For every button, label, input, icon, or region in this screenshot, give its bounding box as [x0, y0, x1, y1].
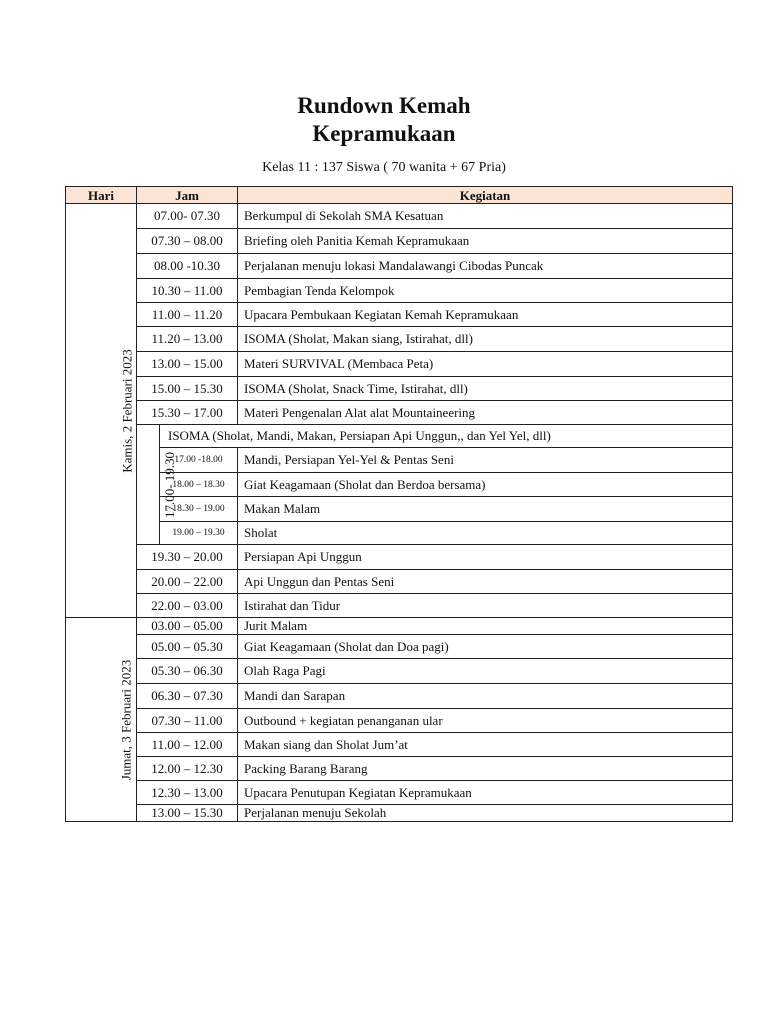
kegiatan-cell: Materi Pengenalan Alat alat Mountaineering: [238, 401, 733, 425]
table-row: [66, 635, 733, 659]
block-time-label-text: 17.00- 19.30: [162, 451, 178, 518]
table-row: [66, 327, 733, 352]
kegiatan-cell: Mandi, Persiapan Yel-Yel & Pentas Seni: [238, 448, 733, 473]
kegiatan-cell: Sholat: [238, 522, 733, 545]
class-summary: Kelas 11 : 137 Siswa ( 70 wanita + 67 Pria): [262, 160, 506, 175]
table-row: [66, 594, 733, 618]
kegiatan-cell: Istirahat dan Tidur: [238, 594, 733, 618]
kegiatan-cell: Giat Keagamaan (Sholat dan Berdoa bersama): [238, 473, 733, 497]
table-row: [66, 570, 733, 594]
jam-cell: 15.30 – 17.00: [137, 401, 238, 425]
table-row: [66, 781, 733, 805]
kegiatan-cell: Makan siang dan Sholat Jum’at: [238, 733, 733, 757]
kegiatan-cell: Olah Raga Pagi: [238, 659, 733, 684]
jam-cell: 19.30 – 20.00: [137, 545, 238, 570]
kegiatan-cell: Makan Malam: [238, 497, 733, 522]
jam-cell: 13.00 – 15.30: [137, 805, 238, 822]
table-row: [66, 733, 733, 757]
jam-cell: 05.30 – 06.30: [137, 659, 238, 684]
kegiatan-cell: Packing Barang Barang: [238, 757, 733, 781]
header-jam: Jam: [137, 187, 238, 204]
title-line-1: Rundown Kemah: [297, 93, 471, 118]
rundown-table: [65, 186, 733, 822]
kegiatan-cell: Pembagian Tenda Kelompok: [238, 279, 733, 303]
kegiatan-cell: ISOMA (Sholat, Snack Time, Istirahat, dll): [238, 377, 733, 401]
kegiatan-cell: Perjalanan menuju Sekolah: [238, 805, 733, 822]
day2-label-text: Jumat, 3 Februari 2023: [118, 659, 134, 780]
table-row: [66, 229, 733, 254]
jam-cell: 22.00 – 03.00: [137, 594, 238, 618]
table-body: [66, 204, 733, 822]
table-row: [66, 709, 733, 733]
jam-cell: 07.00- 07.30: [137, 204, 238, 229]
day1-label-text: Kamis, 2 Februari 2023: [119, 348, 135, 473]
jam-cell: 11.20 – 13.00: [137, 327, 238, 352]
jam-cell: 10.30 – 11.00: [137, 279, 238, 303]
day-label-kamis: [66, 204, 137, 618]
jam-cell: 06.30 – 07.30: [137, 684, 238, 709]
table-row: [66, 377, 733, 401]
table-row: [66, 757, 733, 781]
jam-cell: 19.00 – 19.30: [160, 522, 238, 545]
jam-cell: 15.00 – 15.30: [137, 377, 238, 401]
table-row: [66, 618, 733, 635]
jam-cell: 07.30 – 11.00: [137, 709, 238, 733]
header-kegiatan: Kegiatan: [238, 187, 733, 204]
table-row: [66, 545, 733, 570]
kegiatan-cell: Giat Keagamaan (Sholat dan Doa pagi): [238, 635, 733, 659]
jam-cell: 11.00 – 12.00: [137, 733, 238, 757]
kegiatan-cell: Perjalanan menuju lokasi Mandalawangi Cibodas Puncak: [238, 254, 733, 279]
kegiatan-cell: Outbound + kegiatan penanganan ular: [238, 709, 733, 733]
kegiatan-cell: ISOMA (Sholat, Makan siang, Istirahat, dll): [238, 327, 733, 352]
table-row: [66, 352, 733, 377]
jam-cell: 18.00 – 18.30: [160, 473, 238, 497]
kegiatan-cell: Api Unggun dan Pentas Seni: [238, 570, 733, 594]
table-row: [66, 254, 733, 279]
kegiatan-cell: Upacara Penutupan Kegiatan Kepramukaan: [238, 781, 733, 805]
jam-cell: 17.00 -18.00: [160, 448, 238, 473]
table-header-row: [66, 187, 733, 204]
day-label-jumat: [66, 618, 137, 822]
kegiatan-cell: Jurit Malam: [238, 618, 733, 635]
kegiatan-cell: Upacara Pembukaan Kegiatan Kemah Kepramukaan: [238, 303, 733, 327]
header-hari: Hari: [66, 187, 137, 204]
table-row: [66, 684, 733, 709]
jam-cell: 08.00 -10.30: [137, 254, 238, 279]
table-row: [66, 401, 733, 425]
jam-cell: 03.00 – 05.00: [137, 618, 238, 635]
kegiatan-cell: Briefing oleh Panitia Kemah Kepramukaan: [238, 229, 733, 254]
table-row: [66, 279, 733, 303]
kegiatan-cell: Berkumpul di Sekolah SMA Kesatuan: [238, 204, 733, 229]
table-row: [66, 425, 733, 448]
jam-cell: 18.30 – 19.00: [160, 497, 238, 522]
jam-cell: 12.30 – 13.00: [137, 781, 238, 805]
kegiatan-cell: Materi SURVIVAL (Membaca Peta): [238, 352, 733, 377]
table-row: [66, 204, 733, 229]
block-header-cell: ISOMA (Sholat, Mandi, Makan, Persiapan Api Unggun,, dan Yel Yel, dll): [160, 425, 733, 448]
document-title: [0, 92, 768, 148]
jam-cell: 11.00 – 11.20: [137, 303, 238, 327]
title-line-2: Kepramukaan: [312, 121, 456, 146]
table-row: [66, 522, 733, 545]
table-row: [66, 659, 733, 684]
block-time-label: [137, 425, 178, 545]
jam-cell: 13.00 – 15.00: [137, 352, 238, 377]
jam-cell: 07.30 – 08.00: [137, 229, 238, 254]
table-row: [66, 303, 733, 327]
kegiatan-cell: Mandi dan Sarapan: [238, 684, 733, 709]
table-row: [66, 805, 733, 822]
jam-cell: 12.00 – 12.30: [137, 757, 238, 781]
jam-cell: 05.00 – 05.30: [137, 635, 238, 659]
jam-cell: 20.00 – 22.00: [137, 570, 238, 594]
kegiatan-cell: Persiapan Api Unggun: [238, 545, 733, 570]
